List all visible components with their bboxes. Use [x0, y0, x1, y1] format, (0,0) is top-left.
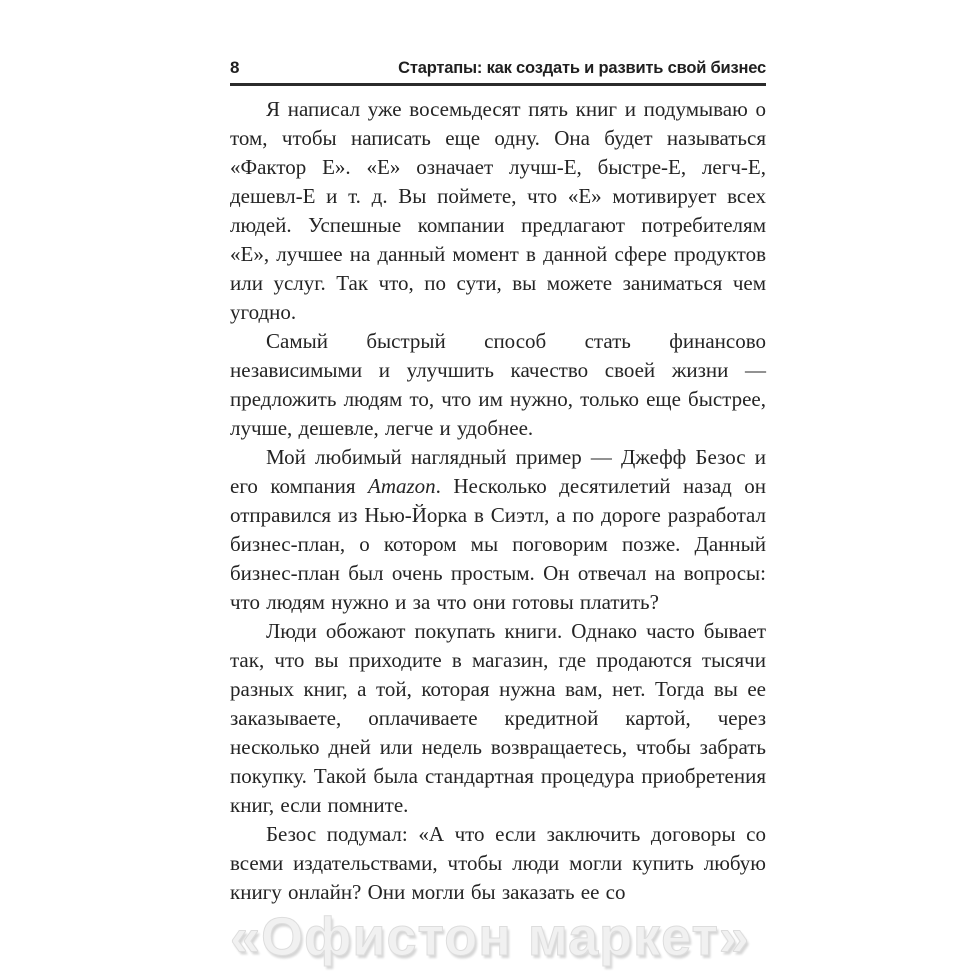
- paragraph: Самый быстрый способ стать финансово независимыми и улучшить качество своей жизни — предложить людям то, что им нужно, только еще быстрее, лучше, дешевле, легче и удобнее.: [230, 329, 766, 440]
- watermark: «Офистон маркет»: [230, 907, 750, 967]
- page-header: [230, 58, 766, 86]
- book-page: [230, 58, 766, 907]
- page-number: 8: [230, 58, 240, 77]
- paragraph: Я написал уже восемьдесят пять книг и подумываю о том, чтобы написать еще одну. Она будет называться «Фактор Е». «Е» означает лучш-Е, быстре-Е, легч-Е, дешевл-Е и т. д. Вы поймете, что «Е» мотивирует всех людей. Успешные компании предлагают потребителям «Е», лучшее на данный момент в данной сфере продуктов или услуг. Так что, по сути, вы можете заниматься чем угодно.: [230, 97, 766, 324]
- running-title: Стартапы: как создать и развить свой бизнес: [398, 59, 766, 77]
- page-body: [230, 95, 766, 907]
- paragraph: Мой любимый наглядный пример — Джефф Безос и его компания Amazon. Несколько десятилетий назад он отправился из Нью-Йорка в Сиэтл, а по дороге разработал бизнес-план, о котором мы поговорим позже. Данный бизнес-план был очень простым. Он отвечал на вопросы: что людям нужно и за что они готовы платить?: [230, 445, 766, 614]
- paragraph: Безос подумал: «А что если заключить договоры со всеми издательствами, чтобы люди могли купить любую книгу онлайн? Они могли бы заказать ее со: [230, 822, 766, 904]
- paragraph: Люди обожают покупать книги. Однако часто бывает так, что вы приходите в магазин, где продаются тысячи разных книг, а той, которая нужна вам, нет. Тогда вы ее заказываете, оплачиваете кредитной картой, через несколько дней или недель возвращаетесь, чтобы забрать покупку. Такой была стандартная процедура приобретения книг, если помните.: [230, 619, 766, 817]
